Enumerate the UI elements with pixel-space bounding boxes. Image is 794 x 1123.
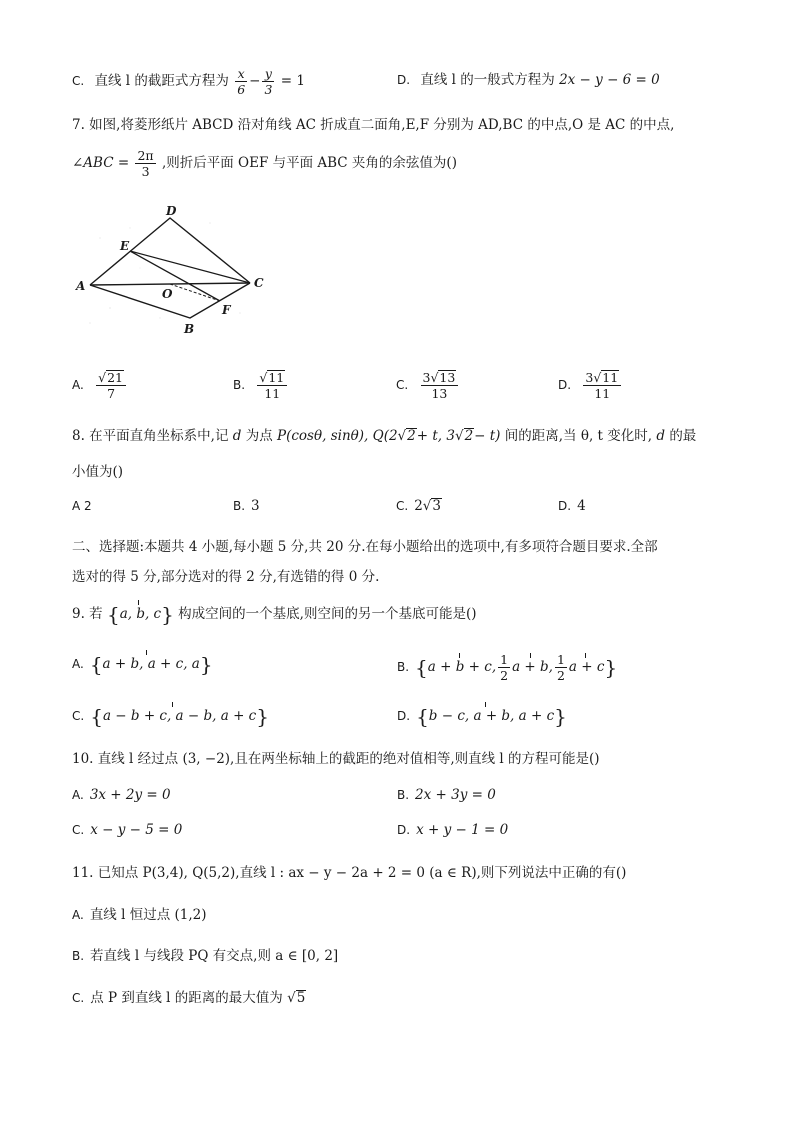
q7-option-d <box>558 370 623 401</box>
option-text: a + b + c, <box>427 659 497 675</box>
option-text: a + c <box>568 659 605 675</box>
stem-text: 的最 <box>669 428 697 444</box>
q8-option-c: C. 2√3 <box>396 498 441 514</box>
option-text: 直线 l 的一般式方程为 <box>420 72 555 88</box>
q9-stem: 9. 若 {a, b, c} 构成空间的一个基底,则空间的另一个基底可能是() <box>72 602 477 627</box>
fraction-one-half: $\frac{1}{2}$ <box>556 652 565 683</box>
segment-ef <box>130 251 220 301</box>
option-label: C. <box>72 74 85 88</box>
option-fraction: $\frac{3√11}{11}$ <box>583 370 621 401</box>
q9-option-b: B. {a + b + c, $\frac{1}{2}$ a + b, $\frac{1}{2}$ a + c} <box>397 652 618 683</box>
stem-text: 为点 <box>245 428 273 444</box>
option-coef: 2 <box>414 498 423 514</box>
label-b: B <box>184 322 195 336</box>
fraction-x-over-6: $\frac{x}{6}$ <box>237 66 246 97</box>
vector-set: a, b, c <box>119 606 162 622</box>
option-label: C. <box>396 378 409 392</box>
fraction-one-half: $\frac{1}{2}$ <box>500 652 509 683</box>
q7-stem-rest: ,则折后平面 OEF 与平面 ABC 夹角的余弦值为() <box>161 155 457 171</box>
option-text: 4 <box>577 498 586 514</box>
option-label: B. <box>233 378 246 392</box>
option-label: D. <box>397 823 411 837</box>
option-label: B. <box>233 499 246 513</box>
option-text: a + b, a + c, a <box>102 656 200 672</box>
q6-option-d <box>397 70 660 90</box>
variable-d: d <box>656 428 666 444</box>
option-label: A. <box>72 788 84 802</box>
option-text: b − c, a + b, a + c <box>428 708 555 724</box>
q8-stem-line1 <box>72 426 696 446</box>
stem-text: 间的距离,当 θ, t 变化时, <box>504 428 653 444</box>
section2-instructions-line1: 二、选择题:本题共 4 小题,每小题 5 分,共 20 分.在每小题给出的选项中,有多项符合题目要求.全部 <box>72 539 658 555</box>
equals-one: = 1 <box>280 73 305 89</box>
fraction-y-over-3: $\frac{y}{3}$ <box>264 66 273 97</box>
option-radicand: 3 <box>432 498 441 514</box>
option-label: C. <box>72 991 85 1005</box>
option-text: x − y − 5 = 0 <box>90 822 183 838</box>
option-radicand: 5 <box>296 990 306 1006</box>
option-label: A. <box>72 378 84 392</box>
q9-option-a: A. {a + b, a + c, a} <box>72 652 213 677</box>
q10-option-c <box>72 820 182 840</box>
q7-option-b <box>233 370 289 401</box>
q11-stem: 11. 已知点 P(3,4), Q(5,2),直线 l : ax − y − 2a + 2 = 0 (a ∈ R),则下列说法中正确的有() <box>72 865 627 881</box>
option-fraction: $\frac{3√13}{13}$ <box>421 370 459 401</box>
option-label: B. <box>397 788 410 802</box>
q9-option-c: C. {a − b + c, a − b, a + c} <box>72 704 269 729</box>
option-text: A 2 <box>72 499 92 513</box>
q7-stem-line2 <box>72 148 457 179</box>
q10-option-b <box>397 785 496 805</box>
option-fraction: $\frac{√21}{7}$ <box>96 370 126 401</box>
label-e: E <box>120 239 130 253</box>
q9-option-d: D. {b − c, a + b, a + c} <box>397 704 567 729</box>
option-label: D. <box>397 709 411 723</box>
option-text: 直线 l 的截距式方程为 <box>94 73 229 89</box>
scan-speckle <box>89 222 241 324</box>
option-label: D. <box>558 499 572 513</box>
label-f: F <box>222 303 231 317</box>
q11-option-c: C. 点 P 到直线 l 的距离的最大值为 √5 <box>72 990 306 1006</box>
stem-text: 9. 若 <box>72 606 103 622</box>
rhombus-edges-adc <box>90 218 250 285</box>
section2-instructions-line2: 选对的得 5 分,部分选对的得 2 分,有选错的得 0 分. <box>72 569 380 585</box>
q8-option-b <box>233 496 260 516</box>
point-p: P(cosθ, sinθ), Q <box>277 428 384 444</box>
option-label: B. <box>72 949 85 963</box>
q7-option-a <box>72 370 128 401</box>
option-text: a + b, <box>512 659 553 675</box>
q10-option-a <box>72 785 171 805</box>
segment-ec <box>130 251 250 283</box>
option-fraction: $\frac{√11}{11}$ <box>257 370 287 401</box>
option-text: x + y − 1 = 0 <box>416 822 509 838</box>
option-label: B. <box>397 660 410 674</box>
option-label: A. <box>72 908 84 922</box>
label-d: D <box>166 204 177 218</box>
q11-option-a <box>72 905 207 925</box>
q7-stem-line1: 7. 如图,将菱形纸片 ABCD 沿对角线 AC 折成直二面角,E,F 分别为 AD,BC 的中点,O 是 AC 的中点, <box>72 117 675 133</box>
option-text: 3x + 2y = 0 <box>89 787 171 803</box>
option-formula: 2x − y − 6 = 0 <box>559 72 660 88</box>
option-label: C. <box>72 823 85 837</box>
stem-text: 构成空间的一个基底,则空间的另一个基底可能是() <box>178 606 477 622</box>
option-text: a − b + c, a − b, a + c <box>102 708 257 724</box>
option-text: 若直线 l 与线段 PQ 有交点,则 a ∈ [0, 2] <box>90 948 339 964</box>
variable-d: d <box>232 428 242 444</box>
stem-text: 8. 在平面直角坐标系中,记 <box>72 428 229 444</box>
q10-stem: 10. 直线 l 经过点 (3, −2),且在两坐标轴上的截距的绝对值相等,则直线 l 的方程可能是() <box>72 751 600 767</box>
option-label: C. <box>396 499 409 513</box>
option-text: 2x + 3y = 0 <box>415 787 496 803</box>
fraction-2pi-over-3: $\frac{2\pi}{3}$ <box>137 148 154 179</box>
rhombus-fold-figure <box>70 198 270 340</box>
q6-option-c <box>72 66 305 97</box>
q8-option-a <box>72 496 98 516</box>
option-label: D. <box>558 378 572 392</box>
q11-option-b <box>72 946 338 966</box>
option-text: 直线 l 恒过点 (1,2) <box>89 907 207 923</box>
angle-abc: ∠ABC = <box>72 155 130 171</box>
option-label: A. <box>72 657 84 671</box>
option-text: 点 P 到直线 l 的距离的最大值为 <box>90 990 283 1006</box>
option-label: C. <box>72 709 85 723</box>
q7-option-c <box>396 370 460 401</box>
label-o: O <box>162 287 173 301</box>
minus-sign: − <box>249 73 261 89</box>
label-c: C <box>254 276 264 290</box>
option-text: 3 <box>251 498 260 514</box>
q8-option-d <box>558 496 586 516</box>
q8-stem-line2: 小值为() <box>72 464 124 480</box>
point-q: (2√2+ t, 3√2− t) <box>383 428 501 444</box>
option-label: D. <box>397 73 411 87</box>
q10-option-d <box>397 820 508 840</box>
label-a: A <box>76 279 86 293</box>
